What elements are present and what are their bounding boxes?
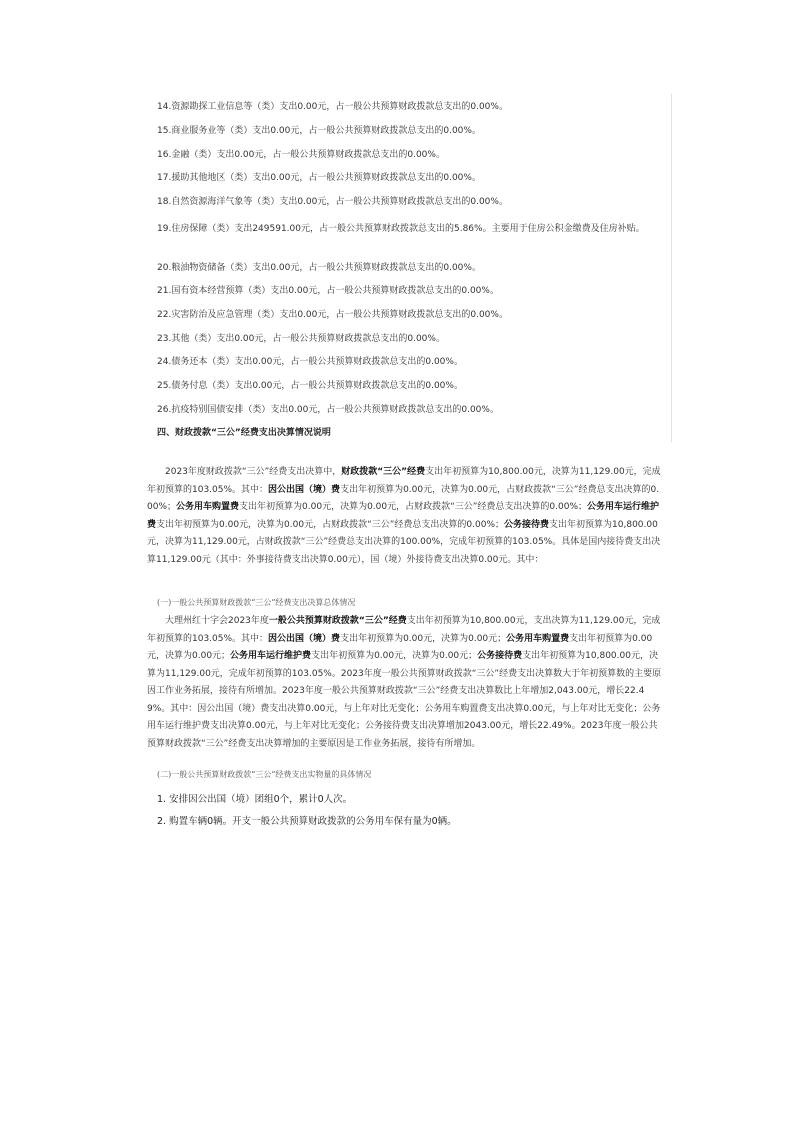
list-item: 23.其他（类）支出0.00元，占一般公共预算财政拨款总支出的0.00%。	[157, 334, 445, 344]
list-item: 19.住房保障（类）支出249591.00元，占一般公共预算财政拨款总支出的5.86%。主要用于住房公积金缴费及住房补贴。	[157, 224, 645, 234]
section-heading: 四、财政拨款“三公”经费支出决算情况说明	[157, 428, 331, 438]
list-item: 15.商业服务业等（类）支出0.00元，占一般公共预算财政拨款总支出的0.00%。	[157, 126, 481, 136]
list-item: 21.国有资本经营预算（类）支出0.00元，占一般公共预算财政拨款总支出的0.00%。	[157, 286, 499, 296]
list-item: 14.资源勘探工业信息等（类）支出0.00元，占一般公共预算财政拨款总支出的0.00%。	[157, 102, 508, 112]
physical-quantity-item: 2. 购置车辆0辆。开支一般公共预算财政拨款的公务用车保有量为0辆。	[157, 816, 457, 827]
list-item: 26.抗疫特别国债安排（类）支出0.00元，占一般公共预算财政拨款总支出的0.00%。	[157, 405, 499, 415]
list-item: 17.援助其他地区（类）支出0.00元，占一般公共预算财政拨款总支出的0.00%。	[157, 173, 481, 183]
physical-quantity-item: 1. 安排因公出国（境）团组0个，累计0人次。	[157, 794, 353, 805]
list-item: 20.粮油物资储备（类）支出0.00元，占一般公共预算财政拨款总支出的0.00%。	[157, 263, 481, 273]
general-budget-paragraph: 大理州红十字会2023年度一般公共预算财政拨款“三公”经费支出年初预算为10,800.00元，支出决算为11,129.00元，完成年初预算的103.05%。其中：因公出国（境）费支出年初预算为0.00元，决算为0.00元；公务用车购置费支出年初预算为0.00元，决算为0.00元；公务用车运行维护费支出年初预算为0.00元，决算为0.00元；公务接待费支出年初预算为10,800.00元，决算为11,129.00元，完成年初预算的103.05%。2023年度一般公共预算财政拨款“三公”经费支出决算数大于年初预算数的主要原因工作业务拓展，接待有所增加。2023年度一般公共预算财政拨款“三公”经费支出决算数比上年增加2,043.00元，增长22.49%。其中：因公出国（境）费支出决算0.00元，与上年对比无变化；公务用车购置费支出决算0.00元，与上年对比无变化；公务用车运行维护费支出决算0.00元，与上年对比无变化；公务接待费支出决算增加2043.00元，增长22.49%。2023年度一般公共预算财政拨款“三公”经费支出决算增加的主要原因是工作业务拓展，接待有所增加。	[147, 616, 662, 749]
three-public-summary-paragraph: 2023年度财政拨款“三公”经费支出决算中，财政拨款“三公”经费支出年初预算为10,800.00元，决算为11,129.00元，完成年初预算的103.05%。其中：因公出国（境）费支出年初预算为0.00元，决算为0.00元，占财政拨款“三公”经费总支出决算的0.00%；公务用车购置费支出年初预算为0.00元，决算为0.00元，占财政拨款“三公”经费总支出决算的0.00%；公务用车运行维护费支出年初预算为0.00元，决算为0.00元，占财政拨款“三公”经费总支出决算的0.00%；公务接待费支出年初预算为10,800.00元，决算为11,129.00元，占财政拨款“三公”经费总支出决算的100.00%，完成年初预算的103.05%。具体是国内接待费支出决算11,129.00元（其中：外事接待费支出决算0.00元），国（境）外接待费支出决算0.00元。其中：	[147, 467, 661, 565]
list-item: 22.灾害防治及应急管理（类）支出0.00元，占一般公共预算财政拨款总支出的0.00%。	[157, 310, 508, 320]
subsection-heading: (一)一般公共预算财政拨款“三公”经费支出决算总体情况	[157, 598, 356, 607]
list-item: 24.债务还本（类）支出0.00元，占一般公共预算财政拨款总支出的0.00%。	[157, 357, 463, 367]
list-item: 25.债务付息（类）支出0.00元，占一般公共预算财政拨款总支出的0.00%。	[157, 381, 463, 391]
list-item: 18.自然资源海洋气象等（类）支出0.00元，占一般公共预算财政拨款总支出的0.00%。	[157, 197, 508, 207]
subsection-heading: (二)一般公共预算财政拨款“三公”经费支出实物量的具体情况	[157, 770, 372, 779]
list-item: 16.金融（类）支出0.00元，占一般公共预算财政拨款总支出的0.00%。	[157, 150, 445, 160]
